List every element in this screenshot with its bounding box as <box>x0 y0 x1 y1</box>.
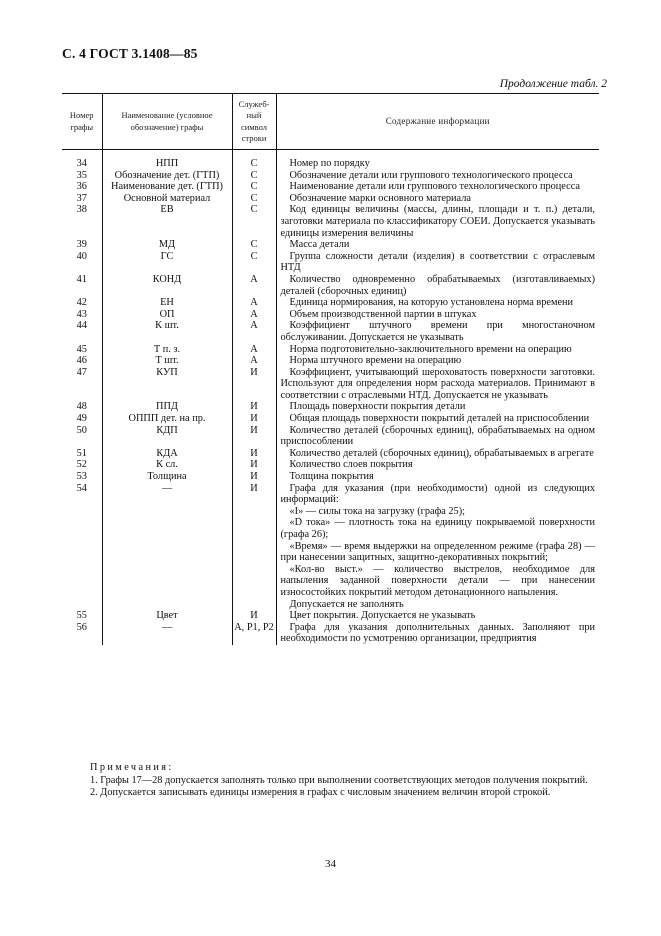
row-number: 35 <box>76 169 87 181</box>
row-number: 50 <box>76 424 87 436</box>
row-name: КДП <box>102 425 232 448</box>
row-number: 41 <box>76 273 87 285</box>
row-info <box>276 448 599 460</box>
row-info-paragraph: Единица нормирования, на которую установлена норма времени <box>289 297 574 309</box>
column-header-content: Содержание информации <box>276 94 599 150</box>
row-info-paragraph: Графа для указания (при необходимости) одной из следующих информаций: <box>280 482 595 506</box>
row-info <box>276 158 599 170</box>
row-number: 51 <box>76 447 87 459</box>
table-row <box>62 344 599 356</box>
row-code: А <box>232 320 276 343</box>
row-number: 49 <box>76 413 87 425</box>
table-header-row <box>62 94 599 150</box>
row-info-paragraph: «I» — силы тока на загрузку (графа 25); <box>289 505 465 517</box>
table-row <box>62 309 599 321</box>
column-header-code: Служеб- ный символ строки <box>232 94 276 150</box>
row-info <box>276 344 599 356</box>
table-continuation-label: Продолжение табл. 2 <box>499 78 607 90</box>
row-info-paragraph: Номер по порядку <box>289 158 370 169</box>
table-row <box>62 425 599 448</box>
row-number: 44 <box>76 320 87 332</box>
row-number: 40 <box>76 250 87 262</box>
row-info-paragraph: «D тока» — плотность тока на единицу покрываемой поверхности (графа 26); <box>280 517 595 540</box>
row-name: Цвет <box>102 610 232 622</box>
row-name: К сл. <box>102 459 232 471</box>
row-info-paragraph: Количество одновременно обрабатываемых (изготавливаемых) деталей (сборочных единиц) <box>280 273 595 297</box>
row-info <box>276 274 599 297</box>
row-info <box>276 355 599 367</box>
row-info-paragraph: Толщина покрытия <box>289 471 374 483</box>
row-info <box>276 297 599 309</box>
notes-section <box>62 762 599 800</box>
row-name: ГС <box>102 251 232 274</box>
row-info <box>276 170 599 182</box>
row-info-paragraph: Объем производственной партии в штуках <box>289 308 477 320</box>
row-number: 46 <box>76 355 87 367</box>
row-info-paragraph: Количество деталей (сборочных единиц), обрабатываемых в агрегате <box>289 447 594 459</box>
table-spacer-row <box>62 150 599 159</box>
row-number: 55 <box>76 610 87 622</box>
row-code: И <box>232 425 276 448</box>
row-code: И <box>232 401 276 413</box>
row-number: 38 <box>76 204 87 216</box>
row-number: 53 <box>76 471 87 483</box>
table-row <box>62 204 599 239</box>
row-number: 34 <box>76 158 87 169</box>
table-row <box>62 297 599 309</box>
row-name: Основной материал <box>102 193 232 205</box>
table-row <box>62 610 599 622</box>
row-code: И <box>232 610 276 622</box>
row-info <box>276 367 599 402</box>
notes-title: Примечания: <box>90 762 174 773</box>
row-info <box>276 401 599 413</box>
row-info-paragraph: Площадь поверхности покрытия детали <box>289 401 466 413</box>
row-name: ОППП дет. на пр. <box>102 413 232 425</box>
table-row <box>62 251 599 274</box>
row-info <box>276 320 599 343</box>
row-info <box>276 622 599 645</box>
page-header: С. 4 ГОСТ 3.1408—85 <box>62 46 198 61</box>
row-info <box>276 204 599 239</box>
table-row <box>62 413 599 425</box>
row-info-paragraph: «Время» — время выдержки на определенном режиме (графа 28) — при нанесении защитных, защитно-декоративных покрытий; <box>280 540 595 564</box>
row-code: А <box>232 355 276 367</box>
table-row <box>62 158 599 170</box>
row-code: И <box>232 459 276 471</box>
row-info-paragraph: Обозначение марки основного материала <box>289 192 471 204</box>
row-number: 43 <box>76 308 87 320</box>
row-code: С <box>232 239 276 251</box>
table-row <box>62 401 599 413</box>
row-number: 56 <box>76 621 87 633</box>
row-info <box>276 425 599 448</box>
row-code: И <box>232 471 276 483</box>
row-name: ЕВ <box>102 204 232 239</box>
row-info-paragraph: Обозначение детали или группового технологического процесса <box>289 169 573 181</box>
note-item: 1. Графы 17—28 допускается заполнять только при выполнении соответствующих методов получения покрытий. <box>90 774 588 786</box>
row-code: А, Р1, Р2 <box>232 622 276 645</box>
row-name: КУП <box>102 367 232 402</box>
row-name: Толщина <box>102 471 232 483</box>
row-info <box>276 181 599 193</box>
row-number: 52 <box>76 459 87 471</box>
table-row <box>62 320 599 343</box>
row-code: С <box>232 170 276 182</box>
row-name: Т п. з. <box>102 344 232 356</box>
row-name: КОНД <box>102 274 232 297</box>
row-number: 42 <box>76 297 87 309</box>
row-code: И <box>232 483 276 611</box>
table-row <box>62 622 599 645</box>
row-name: К шт. <box>102 320 232 343</box>
row-info <box>276 251 599 274</box>
table-row <box>62 483 599 611</box>
table-row <box>62 170 599 182</box>
row-number: 48 <box>76 401 87 413</box>
row-number: 47 <box>76 366 87 378</box>
row-info <box>276 610 599 622</box>
row-info-paragraph: Графа для указания дополнительных данных. Заполняют при необходимости по усмотрению организации, предприятия <box>280 621 595 645</box>
table-body <box>62 150 599 645</box>
row-info-paragraph: Коэффициент штучного времени при многостаночном обслуживании. Допускается не указывать <box>280 320 595 343</box>
row-info-paragraph: «Кол-во выст.» — количество выстрелов, необходимое для напыления заданной поверхности детали — при нанесении износостойких покрытий методом детонационного напыления. <box>280 563 595 598</box>
table-row <box>62 471 599 483</box>
row-code: А <box>232 344 276 356</box>
table-row <box>62 274 599 297</box>
row-info-paragraph: Код единицы величины (массы, длины, площади и т. п.) детали, заготовки материала по классификатору СОЕИ. Допускается указывать единицы измерения величины <box>280 204 595 239</box>
row-info-paragraph: Общая площадь поверхности покрытий деталей на приспособлении <box>289 413 590 425</box>
row-info <box>276 483 599 611</box>
table-row <box>62 193 599 205</box>
data-table <box>62 93 599 645</box>
table-row <box>62 448 599 460</box>
row-info <box>276 239 599 251</box>
row-code: С <box>232 158 276 170</box>
table-row <box>62 459 599 471</box>
row-info-paragraph: Коэффициент, учитывающий шероховатость поверхности заготовки. Используют для определения норм расхода материалов. Принимают в соответствии с отраслевыми НТД. Допускается не указывать <box>280 366 595 401</box>
row-code: С <box>232 193 276 205</box>
row-name: ППД <box>102 401 232 413</box>
row-info <box>276 471 599 483</box>
row-info-paragraph: Допускается не заполнять <box>289 598 404 610</box>
row-name: КДА <box>102 448 232 460</box>
row-name: — <box>102 622 232 645</box>
row-name: ОП <box>102 309 232 321</box>
row-code: И <box>232 448 276 460</box>
table-row <box>62 355 599 367</box>
row-info <box>276 309 599 321</box>
row-info-paragraph: Количество слоев покрытия <box>289 459 413 471</box>
row-number: 45 <box>76 343 87 355</box>
page-number: 34 <box>325 858 336 870</box>
row-name: ЕН <box>102 297 232 309</box>
column-header-name: Наименование (условное обозначение) графы <box>102 94 232 150</box>
row-info-paragraph: Цвет покрытия. Допускается не указывать <box>289 610 476 622</box>
row-info <box>276 413 599 425</box>
row-info-paragraph: Норма штучного времени на операцию <box>289 355 462 367</box>
row-code: И <box>232 413 276 425</box>
row-info-paragraph: Норма подготовительно-заключительного времени на операцию <box>289 343 572 355</box>
row-name: НПП <box>102 158 232 170</box>
row-name: Наименование дет. (ГТП) <box>102 181 232 193</box>
row-code: С <box>232 251 276 274</box>
row-code: С <box>232 181 276 193</box>
note-item: 2. Допускается записывать единицы измерения в графах с числовым значением величин второй строкой. <box>90 787 551 798</box>
row-code: А <box>232 297 276 309</box>
row-info <box>276 193 599 205</box>
row-number: 39 <box>76 239 87 251</box>
row-code: А <box>232 274 276 297</box>
row-name: МД <box>102 239 232 251</box>
row-number: 54 <box>76 482 87 494</box>
table-row <box>62 239 599 251</box>
row-code: А <box>232 309 276 321</box>
row-code: И <box>232 367 276 402</box>
row-name: — <box>102 483 232 611</box>
row-info-paragraph: Масса детали <box>289 239 350 251</box>
row-name: Обозначение дет. (ГТП) <box>102 170 232 182</box>
table-row <box>62 181 599 193</box>
table-row <box>62 367 599 402</box>
row-name: Т шт. <box>102 355 232 367</box>
row-code: С <box>232 204 276 239</box>
row-number: 36 <box>76 181 87 193</box>
row-info-paragraph: Группа сложности детали (изделия) в соответствии с отраслевым НТД <box>280 250 595 274</box>
row-info-paragraph: Наименование детали или группового технологического процесса <box>289 181 580 193</box>
row-info <box>276 459 599 471</box>
row-info-paragraph: Количество деталей (сборочных единиц), обрабатываемых на одном приспособлении <box>280 424 595 448</box>
row-number: 37 <box>76 192 87 204</box>
column-header-number: Номер графы <box>62 94 102 150</box>
